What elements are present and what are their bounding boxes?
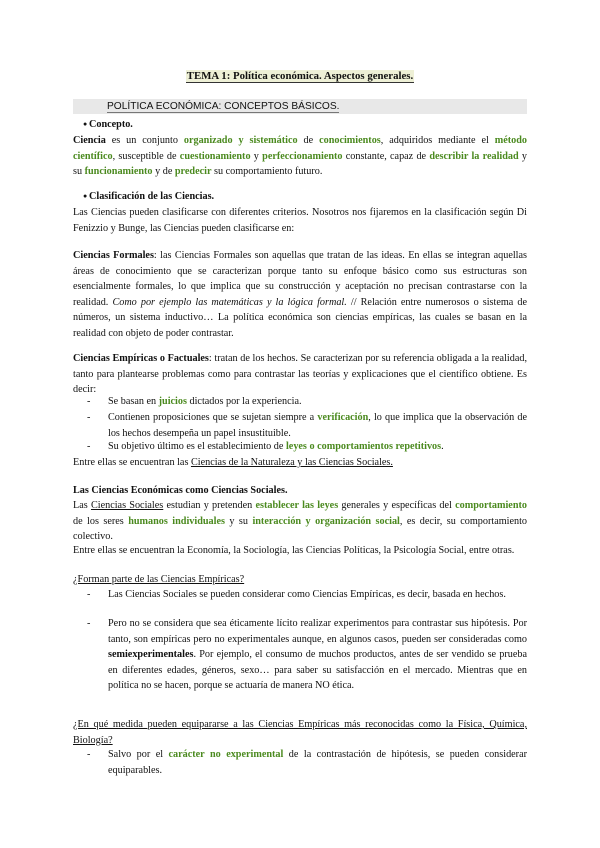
clasificacion-intro: Las Ciencias pueden clasificarse con diferentes criterios. Nosotros nos fijaremos en la clasificación según Di Fenizzio y Bunge, las Ciencias pueden clasificarse en: (73, 207, 527, 234)
question-2: ¿En qué medida pueden equipararse a las Ciencias Empíricas más reconocidas como la Física, Química, Biología? (73, 719, 527, 746)
document-page: TEMA 1: Política económica. Aspectos generales. POLÍTICA ECONÓMICA: CONCEPTOS BÁSICOS. ● Concepto. Ciencia es un conjunto organizado y sistemático de conocimientos, adquiridos mediante el método científico, susceptible de cuestionamiento y perfeccionamiento constante, capaz de describir la realidad y su funcionamiento y de predecir su comportamiento futuro. ● Clasificación de las Ciencias. Las Ciencias pueden clasificarse con diferentes criterios. Nosotros nos fijaremos en la clasificación según Di Fenizzio y Bunge, las Ciencias pueden clasificarse en: Ciencias Formales: las Ciencias Formales son aquellas que tratan de las ideas. En ellas se integran aquellas áreas de conocimiento que se caracterizan porque tanto su enfoque básico como sus estructuras son esencialmente formales, lo que implica que su construcción y aceptación no precisan contrastarse con la realidad. Como por ejemplo las matemáticas y la lógica formal. // Relación entre numerosos o sistema de números, un sistema inductivo… La política económica son ciencias empíricas, las cuales se basan en la realidad con objeto de poder contrastar. Ciencias Empíricas o Factuales: tratan de los hechos. Se caracterizan por su referencia obligada a la realidad, tanto para plantearse problemas como para contrastar las teorías y explicaciones que el científico obtiene. Es decir: - Se basan en juicios dictados por la experiencia. - Contienen proposiciones que se sujetan siempre a verificación, lo que implica que la observación de los hechos desempeña un papel insustituible. - Su objetivo último es el establecimiento de leyes o comportamientos repetitivos. Entre ellas se encuentran las Ciencias de la Naturaleza y las Ciencias Sociales. Las Ciencias Económicas como Ciencias Sociales. Las Ciencias Sociales estudian y pretenden establecer las leyes generales y específicas del comportamiento de los seres humanos individuales y su interacción y organización social, es decir, su comportamiento colectivo. Entre ellas se encuentran la Economía, la Sociología, las Ciencias Políticas, la Psicología Social, entre otras. ¿Forman parte de las Ciencias Empíricas? - Las Ciencias Sociales se pueden considerar como Ciencias Empíricas, es decir, basada en hechos. - Pero no se considera que sea éticamente lícito realizar experimentos para contrastar sus hipótesis. Por tanto, son empíricas pero no experimentales aunque, en algunos casos, pueden ser consideradas como semiexperimentales. Por ejemplo, el consumo de muchos productos, antes de ser vendido se prueba en diferentes edades, géneros, sexo… para saber su satisfacción en el mercado. Mientras que en política no se hacen, porque se actuaría de manera NO ética. ¿En qué medida pueden equipararse a las Ciencias Empíricas más reconocidas como la Física, Química, Biología? - Salvo por el carácter no experimental de la contrastación de hipótesis, se pueden considerar equiparables. (0, 0, 600, 848)
empiricas-paragraph: Ciencias Empíricas o Factuales: tratan de los hechos. Se caracterizan por su referencia obligada a la realidad, tanto para plantearse problemas como para contrastar las teorías y explicaciones que el científico obtiene. Es decir: (73, 353, 527, 396)
formales-paragraph: Ciencias Formales: las Ciencias Formales son aquellas que tratan de las ideas. En ellas se integran aquellas áreas de conocimiento que se caracterizan porque tanto su enfoque básico como sus estructuras son esencialmente formales, lo que implica que su construcción y aceptación no precisan contrastarse con la realidad. Como por ejemplo las matemáticas y la lógica formal. // Relación entre numerosos o sistema de números, un sistema inductivo… La política económica son ciencias empíricas, las cuales se basan en la realidad con objeto de poder contrastar. (73, 250, 527, 339)
question-1: ¿Forman parte de las Ciencias Empíricas? (73, 574, 245, 585)
empiricas-outro: Entre ellas se encuentran las Ciencias de la Naturaleza y las Ciencias Sociales. (73, 457, 393, 468)
economicas-list: Entre ellas se encuentran la Economía, la Sociología, las Ciencias Políticas, la Psicología Social, entre otras. (73, 545, 515, 556)
clasificacion-heading: ● Clasificación de las Ciencias. (89, 189, 214, 205)
concepto-heading: ● Concepto. (89, 117, 133, 133)
economicas-heading: Las Ciencias Económicas como Ciencias Sociales. (73, 485, 288, 496)
concepto-paragraph: Ciencia es un conjunto organizado y sistemático de conocimientos, adquiridos mediante el método científico, susceptible de cuestionamiento y perfeccionamiento constante, capaz de describir la realidad y su funcionamiento y de predecir su comportamiento futuro. (73, 135, 528, 178)
section-heading: POLÍTICA ECONÓMICA: CONCEPTOS BÁSICOS. (73, 99, 527, 114)
page-title: TEMA 1: Política económica. Aspectos generales. (186, 70, 414, 82)
economicas-paragraph: Las Ciencias Sociales estudian y pretenden establecer las leyes generales y específicas del comportamiento de los seres humanos individuales y su interacción y organización social, es decir, su comportamiento colectivo. (73, 500, 528, 543)
